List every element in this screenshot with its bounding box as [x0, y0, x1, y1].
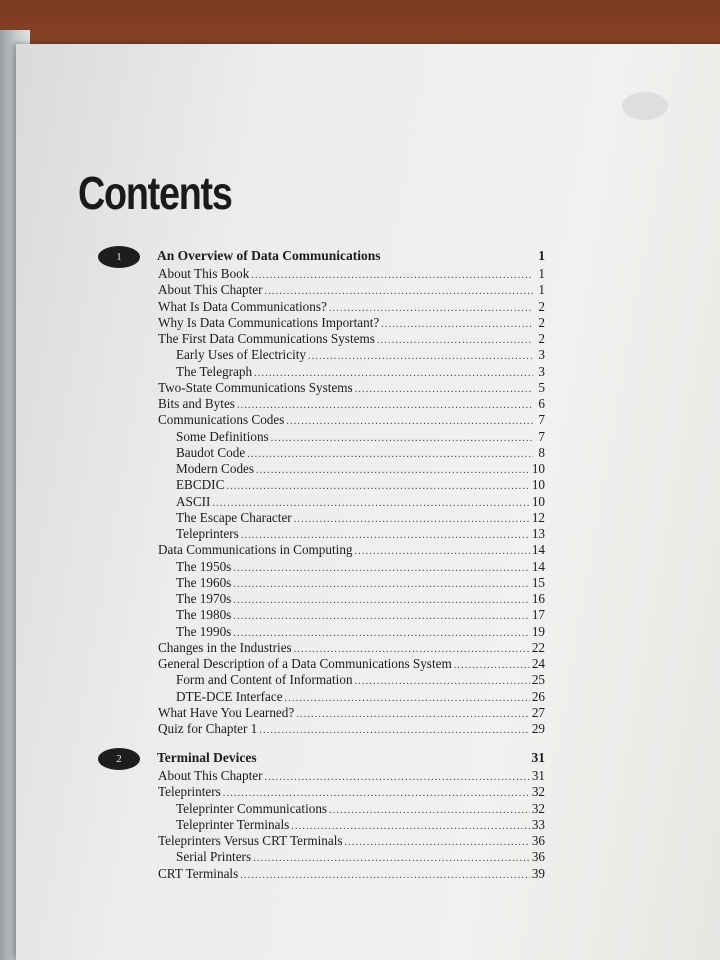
dot-leader [233, 595, 530, 606]
dot-leader [241, 530, 530, 541]
toc-entry [158, 833, 545, 849]
chapter-number-badge: 1 [98, 246, 140, 268]
toc-entry-label: Teleprinters [176, 526, 239, 541]
toc-entry-page: 15 [531, 574, 545, 590]
dot-leader [329, 805, 530, 816]
toc-entry [158, 380, 545, 396]
toc-entry-page: 10 [531, 477, 545, 493]
toc-entry-page: 31 [531, 768, 545, 783]
dot-leader [329, 303, 533, 314]
toc-entry-page: 33 [531, 816, 545, 832]
dot-leader [226, 481, 529, 492]
toc-entry-page: 32 [531, 800, 545, 816]
toc-entry [158, 266, 545, 282]
dot-leader [233, 579, 530, 590]
toc-entry [158, 412, 545, 428]
dot-leader [296, 709, 530, 720]
dot-leader [291, 821, 530, 832]
toc-entry-label: Baudot Code [176, 444, 246, 460]
toc-entry-page: 19 [531, 623, 545, 639]
dot-leader [286, 416, 533, 427]
toc-entry-label: DTE-DCE Interface [176, 688, 283, 704]
dot-leader [256, 465, 530, 476]
toc-entry [176, 461, 545, 477]
toc-entry [176, 559, 545, 575]
toc-entry [176, 817, 545, 833]
chapter-title: Terminal Devices [157, 750, 257, 765]
toc-entry-label: CRT Terminals [158, 865, 239, 881]
toc-entry-page: 36 [531, 833, 545, 848]
toc-entry [158, 656, 545, 672]
toc-entry-label: The 1960s [176, 574, 232, 590]
toc-entry-page: 2 [538, 331, 545, 346]
toc-entry-page: 16 [531, 591, 545, 606]
toc-entry-label: About This Book [158, 266, 250, 281]
toc-entry-label: Teleprinter Communications [176, 800, 328, 816]
dot-leader [345, 837, 530, 848]
dot-leader [355, 676, 530, 687]
toc-entry-page: 7 [538, 428, 545, 444]
dot-leader [233, 611, 530, 622]
toc-entry-label: Modern Codes [176, 461, 255, 476]
toc-entry [176, 575, 545, 591]
page-title: Contents [78, 167, 232, 219]
dot-leader [355, 546, 530, 557]
toc-entry-label: EBCDIC [176, 477, 225, 493]
dot-leader [381, 319, 533, 330]
chapter-number-badge: 2 [98, 748, 140, 770]
toc-entry-label: The 1990s [176, 623, 232, 639]
toc-entry-page: 3 [538, 363, 545, 379]
toc-entry [176, 672, 545, 688]
toc-entry [176, 591, 545, 607]
chapter-heading [157, 750, 545, 766]
toc-entry-label: The 1970s [176, 591, 232, 606]
dot-leader [294, 644, 530, 655]
toc-entry-page: 14 [531, 542, 545, 558]
dot-leader [259, 725, 530, 736]
toc-entry [158, 299, 545, 315]
toc-entry [158, 784, 545, 800]
toc-entry [176, 849, 545, 865]
toc-entry-label: The 1980s [176, 607, 232, 623]
toc-entry-label: General Description of a Data Communications System [158, 656, 452, 671]
toc-entry-page: 39 [531, 865, 545, 881]
toc-entry-label: Some Definitions [176, 428, 269, 444]
toc-entry-label: Teleprinter Terminals [176, 816, 290, 832]
toc-entry [176, 624, 545, 640]
dot-leader [240, 870, 530, 881]
toc-entry-label: Why Is Data Communications Important? [158, 314, 380, 330]
toc-entry-page: 27 [531, 704, 545, 720]
dot-leader [271, 433, 533, 444]
dot-leader [454, 660, 530, 671]
toc-entry-page: 29 [531, 721, 545, 736]
dot-leader [253, 853, 530, 864]
toc-entry-label: Teleprinters [158, 784, 221, 800]
chapter-page-number: 31 [531, 750, 545, 765]
dot-leader [265, 286, 533, 297]
dot-leader [254, 368, 533, 379]
toc-entry-label: Changes in the Industries [158, 639, 292, 655]
toc-entry-page: 25 [531, 672, 545, 688]
toc-entry-page: 24 [531, 656, 545, 671]
toc-entry-page: 2 [538, 314, 545, 330]
toc-entry-label: What Is Data Communications? [158, 298, 327, 314]
toc-entry-label: What Have You Learned? [158, 704, 295, 720]
toc-entry [176, 445, 545, 461]
dot-leader [265, 772, 530, 783]
toc-entry-label: Two-State Communications Systems [158, 379, 353, 395]
dot-leader [233, 628, 530, 639]
chapter-title: An Overview of Data Communications [157, 248, 381, 263]
toc-entry-label: The Escape Character [176, 509, 292, 525]
toc-entry-page: 17 [531, 607, 545, 623]
toc-entry [158, 331, 545, 347]
toc-entry-label: The 1950s [176, 558, 232, 574]
toc-entry-label: Bits and Bytes [158, 396, 235, 411]
toc-entry [176, 510, 545, 526]
toc-entry-label: Data Communications in Computing [158, 542, 353, 558]
chapter-page-number: 1 [538, 248, 545, 263]
toc-entry-page: 6 [538, 396, 545, 411]
toc-entry [176, 607, 545, 623]
toc-entry-page: 36 [531, 849, 545, 865]
toc-entry-page: 12 [531, 509, 545, 525]
dot-leader [233, 563, 530, 574]
dot-leader [377, 335, 533, 346]
dot-leader [294, 514, 530, 525]
dot-leader [308, 351, 533, 362]
toc-entry-label: Teleprinters Versus CRT Terminals [158, 833, 343, 848]
toc-entry [176, 477, 545, 493]
toc-entry [158, 315, 545, 331]
toc-entry-label: Form and Content of Information [176, 672, 353, 688]
dot-leader [237, 400, 533, 411]
toc-entry [158, 705, 545, 721]
toc-entry-label: Communications Codes [158, 412, 285, 428]
dot-leader [212, 498, 529, 509]
toc-entry-page: 8 [538, 444, 545, 460]
toc-entry-label: About This Chapter [158, 768, 263, 783]
toc-entry-label: ASCII [176, 493, 211, 509]
toc-entry [158, 866, 545, 882]
toc-entry-label: The First Data Communications Systems [158, 331, 375, 346]
toc-entry-page: 26 [531, 688, 545, 704]
toc-entry-page: 14 [531, 558, 545, 574]
toc-entry [158, 768, 545, 784]
toc-entry-label: Serial Printers [176, 849, 252, 865]
toc-entry-page: 10 [531, 461, 545, 476]
toc-entry [158, 721, 545, 737]
toc-entry-page: 7 [538, 412, 545, 428]
toc-entry [176, 429, 545, 445]
toc-entry-page: 22 [531, 639, 545, 655]
toc-entry [176, 801, 545, 817]
toc-entry-label: The Telegraph [176, 363, 253, 379]
dot-leader [247, 449, 533, 460]
toc-entry-page: 1 [538, 282, 545, 298]
toc-entry-label: About This Chapter [158, 282, 263, 298]
dot-leader [223, 788, 530, 799]
toc-entry [176, 347, 545, 363]
toc-entry-label: Quiz for Chapter 1 [158, 721, 258, 736]
toc-entry [158, 396, 545, 412]
dot-leader [285, 693, 530, 704]
toc-entry-page: 13 [531, 526, 545, 541]
toc-entry [158, 282, 545, 298]
toc-entry [176, 364, 545, 380]
toc-entry-page: 5 [538, 379, 545, 395]
toc-entry-label: Early Uses of Electricity [176, 347, 306, 363]
dot-leader [251, 270, 533, 281]
toc-entry-page: 2 [538, 298, 545, 314]
toc-entry-page: 32 [531, 784, 545, 800]
toc-entry [176, 494, 545, 510]
chapter-heading [157, 248, 545, 264]
toc-entry-page: 10 [531, 493, 545, 509]
toc-entry-page: 3 [538, 347, 545, 363]
toc-entry [158, 542, 545, 558]
dot-leader [355, 384, 533, 395]
toc-entry [176, 526, 545, 542]
toc-entry-page: 1 [538, 266, 545, 281]
toc-entry [158, 640, 545, 656]
toc-entry [176, 689, 545, 705]
